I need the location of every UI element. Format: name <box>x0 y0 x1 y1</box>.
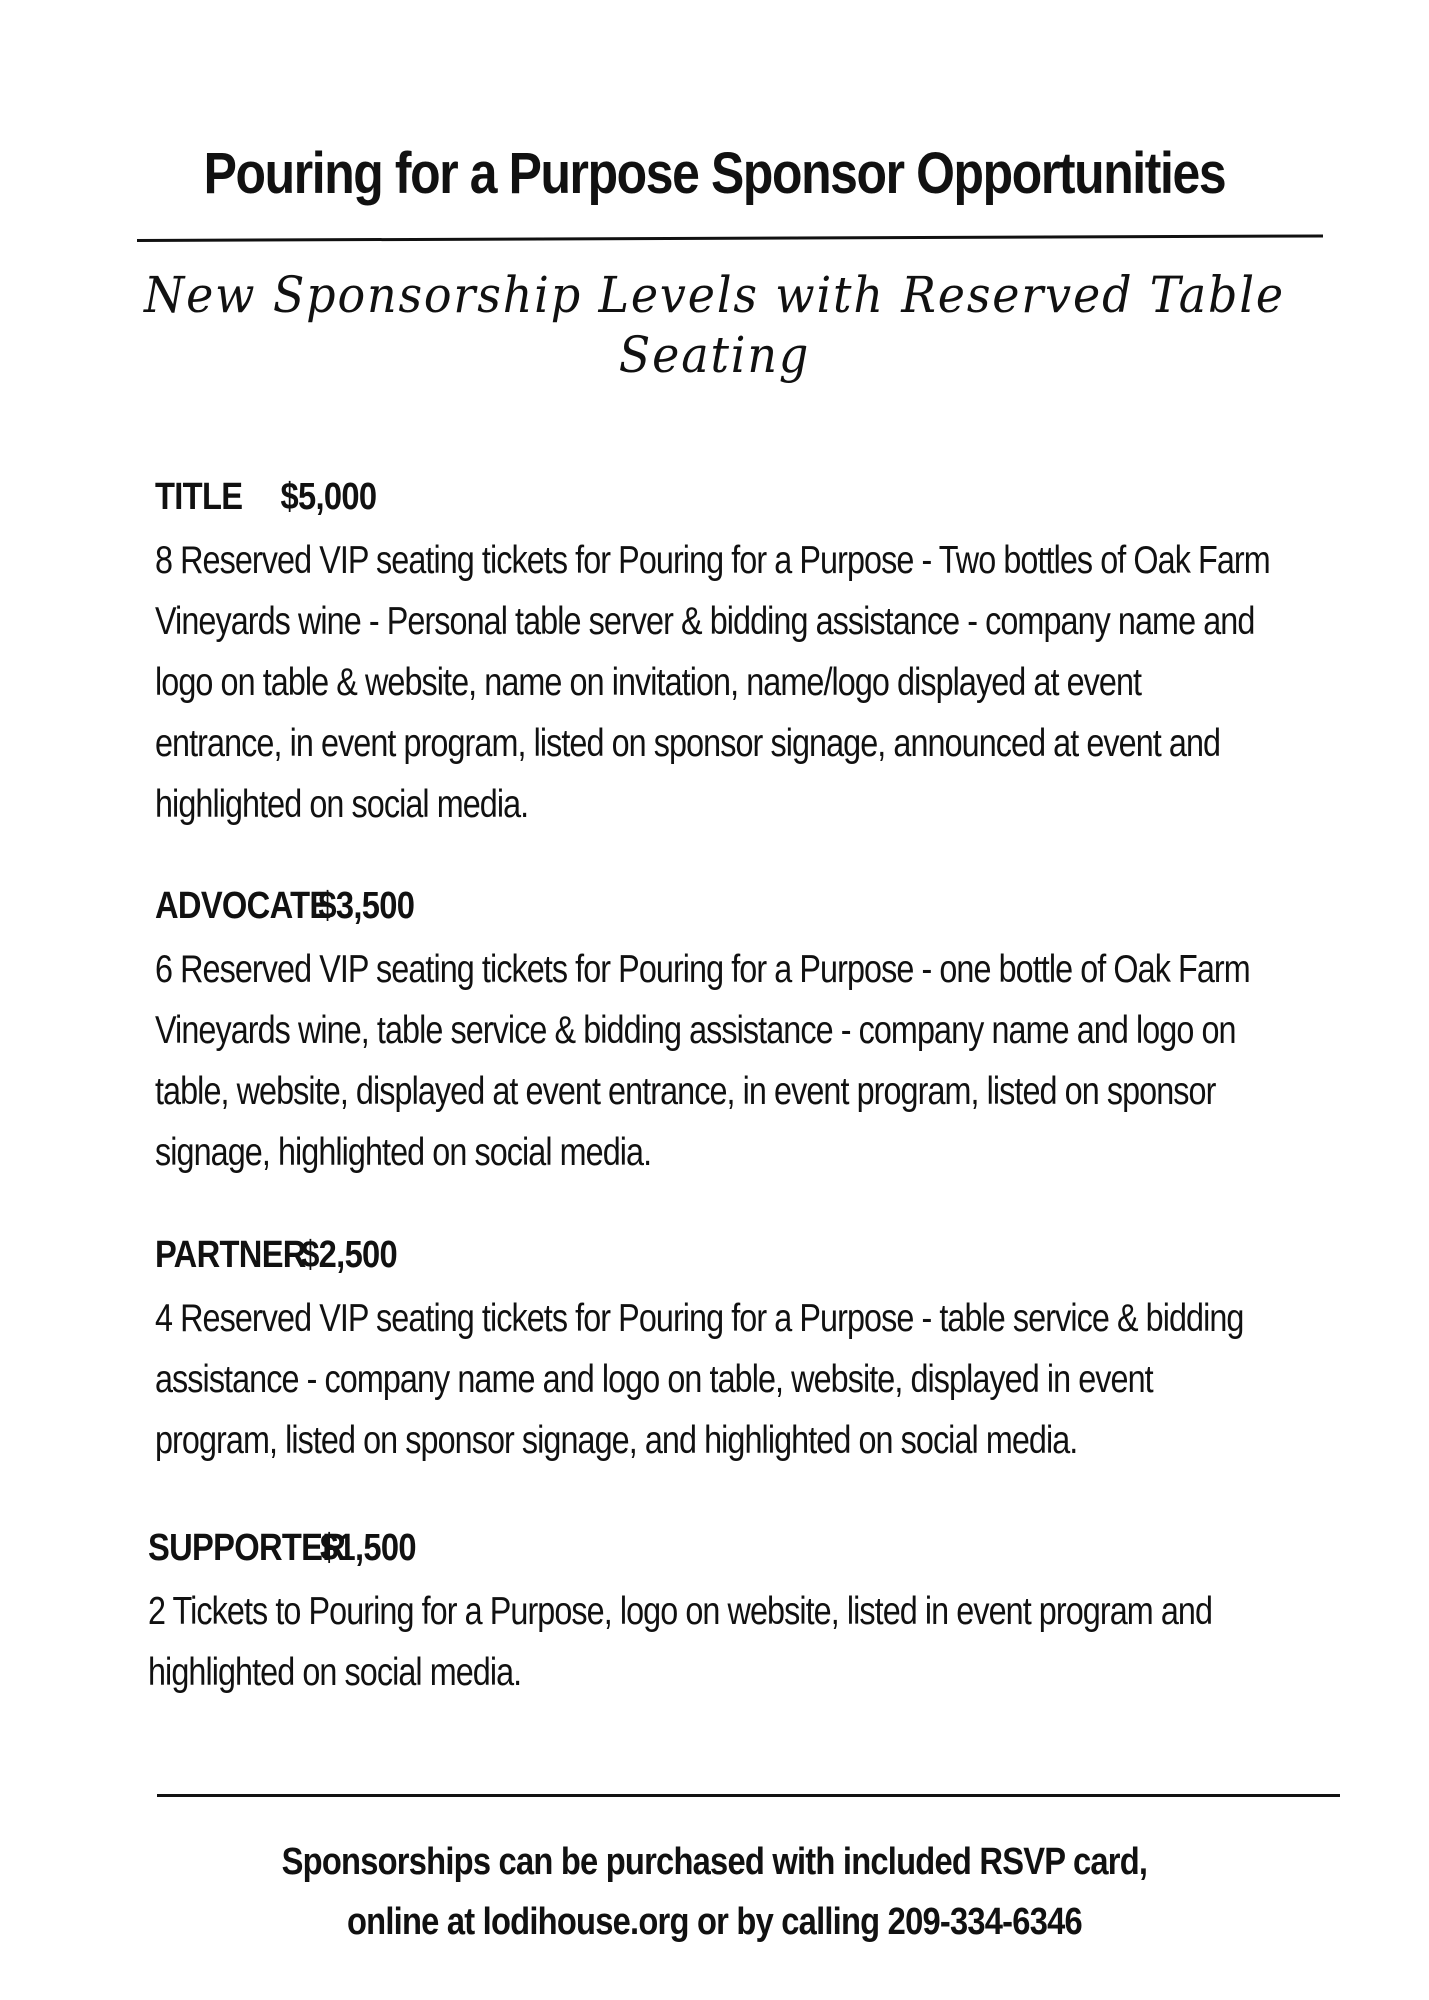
level-name: PARTNER <box>155 1234 306 1276</box>
level-description <box>155 939 1314 1183</box>
description-line: Vineyards wine, table service & bidding assistance - company name and logo on <box>155 1009 1236 1052</box>
level-description <box>155 1288 1314 1471</box>
page-title: Pouring for a Purpose Sponsor Opportunities <box>203 141 1226 206</box>
level-heading <box>148 1525 1180 1571</box>
description-line: highlighted on social media. <box>155 783 529 826</box>
level-name: TITLE <box>155 476 243 518</box>
description-line: 2 Tickets to Pouring for a Purpose, logo on website, listed in event program and <box>148 1590 1213 1633</box>
description-line: signage, highlighted on social media. <box>155 1131 652 1174</box>
description-line: Vineyards wine - Personal table server & bidding assistance - company name and <box>155 600 1255 643</box>
description-line: entrance, in event program, listed on sponsor signage, announced at event and <box>155 722 1221 765</box>
level-heading <box>155 474 1187 520</box>
purchase-info-line: Sponsorships can be purchased with included RSVP card, <box>281 1841 1148 1883</box>
level-name: ADVOCATE <box>155 885 331 927</box>
level-price: $5,000 <box>280 476 377 518</box>
level-price: $2,500 <box>301 1234 398 1276</box>
purchase-info <box>100 1832 1329 1952</box>
sponsor-level-supporter <box>148 1525 1348 1703</box>
description-line: assistance - company name and logo on table, website, displayed in event <box>155 1358 1153 1401</box>
level-description <box>155 530 1314 835</box>
level-heading <box>155 1232 1187 1278</box>
level-description <box>148 1581 1307 1703</box>
description-line: 4 Reserved VIP seating tickets for Pouring for a Purpose - table service & bidding <box>155 1297 1244 1340</box>
description-line: table, website, displayed at event entrance, in event program, listed on sponsor <box>155 1070 1216 1113</box>
sponsor-level-title <box>155 474 1355 835</box>
description-line: logo on table & website, name on invitation, name/logo displayed at event <box>155 661 1142 704</box>
level-name: SUPPORTER <box>148 1527 346 1569</box>
level-price: $3,500 <box>318 885 415 927</box>
description-line: program, listed on sponsor signage, and highlighted on social media. <box>155 1419 1078 1462</box>
sponsor-level-partner <box>155 1232 1355 1471</box>
sponsor-level-advocate <box>155 883 1355 1183</box>
level-price: $1,500 <box>320 1527 416 1569</box>
level-heading <box>155 883 1187 929</box>
title-divider <box>137 234 1323 242</box>
description-line: 8 Reserved VIP seating tickets for Pouring for a Purpose - Two bottles of Oak Farm <box>155 539 1270 582</box>
description-line: highlighted on social media. <box>148 1651 522 1694</box>
purchase-info-line: online at lodihouse.org or by calling 209-334-6346 <box>346 1901 1082 1943</box>
script-subtitle: New Sponsorship Levels with Reserved Table Seating <box>143 266 1285 384</box>
footer-divider <box>157 1794 1340 1797</box>
description-line: 6 Reserved VIP seating tickets for Pouring for a Purpose - one bottle of Oak Farm <box>155 948 1250 991</box>
